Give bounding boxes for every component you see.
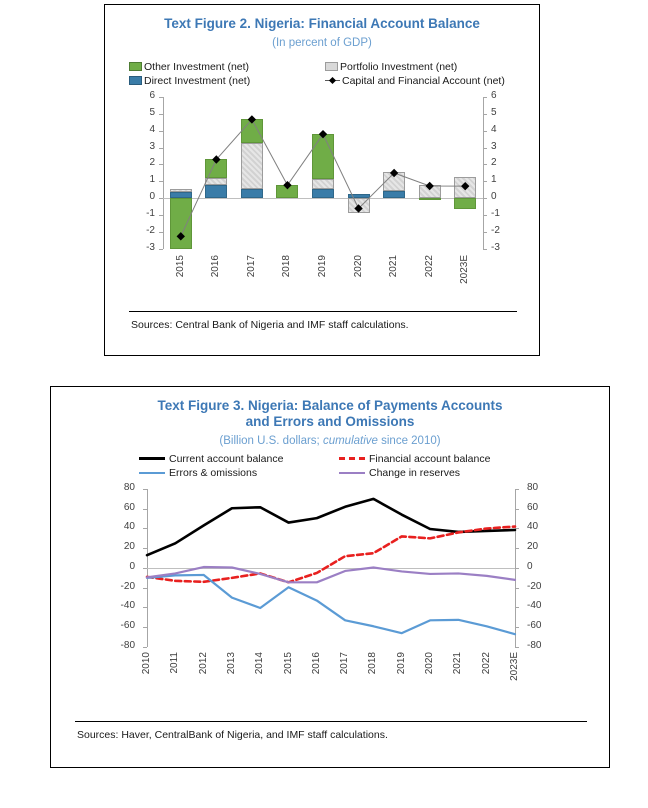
figure3-line-series — [51, 483, 611, 693]
y-tick-label-left: -60 — [120, 620, 135, 632]
y-tick-label-right: 3 — [491, 140, 497, 152]
y-tick-label-right: -80 — [527, 639, 542, 651]
x-tick-label: 2021 — [388, 254, 400, 278]
figure2-legend — [129, 61, 521, 89]
y-tick-label-left: 80 — [123, 481, 135, 493]
y-tick-label-right: -3 — [491, 241, 500, 253]
x-tick-label: 2023E — [509, 651, 520, 681]
figure3-legend — [139, 453, 539, 481]
x-tick-label: 2018 — [367, 651, 379, 675]
gray-swatch-icon — [325, 62, 338, 71]
figure3-source: Sources: Haver, CentralBank of Nigeria, and IMF staff calculations. — [77, 729, 388, 741]
legend-label: Change in reserves — [369, 466, 461, 479]
y-tick-label-left: -80 — [120, 639, 135, 651]
green-swatch-icon — [129, 62, 142, 71]
text-figure-2 — [104, 4, 540, 356]
y-tick-label-left: 2 — [149, 157, 155, 169]
line-marker-diamond — [319, 130, 327, 138]
y-tick-label-right: -20 — [527, 580, 542, 592]
figure3-title-line2: and Errors and Omissions — [245, 413, 415, 429]
x-tick-label: 2021 — [452, 651, 464, 675]
y-tick-label-right: 0 — [491, 191, 497, 203]
capital-financial-account-line — [105, 93, 541, 265]
figure3-title-line1: Text Figure 3. Nigeria: Balance of Payments Accounts — [157, 398, 503, 413]
legend-label: Errors & omissions — [169, 466, 258, 479]
line-marker-diamond — [177, 232, 185, 240]
figure2-title: Text Figure 2. Nigeria: Financial Account Balance — [164, 16, 480, 31]
y-tick-label-left: -3 — [146, 241, 155, 253]
legend-item-direct-investment[interactable] — [129, 75, 325, 87]
y-tick-label-right: -60 — [527, 620, 542, 632]
black-line-icon — [139, 457, 165, 460]
y-tick-label-right: 60 — [527, 501, 539, 513]
line-marker-diamond — [283, 181, 291, 189]
figure2-plot-area — [105, 89, 539, 284]
figure3-source-divider — [75, 721, 587, 722]
y-tick-label-right: 20 — [527, 541, 539, 553]
legend-item-financial-account-balance[interactable] — [339, 453, 539, 465]
subtitle-post: since 2010) — [377, 434, 441, 447]
x-tick-label: 2013 — [225, 651, 237, 675]
red-dashed-line-icon — [339, 457, 365, 460]
y-tick-label-left: 0 — [129, 560, 135, 572]
x-tick-label: 2019 — [395, 651, 407, 675]
figure2-subtitle: (In percent of GDP) — [272, 36, 372, 49]
blue-line-icon — [139, 472, 165, 474]
legend-label: Capital and Financial Account (net) — [342, 74, 505, 87]
x-tick-label: 2017 — [245, 254, 257, 278]
y-tick-label-left: -2 — [146, 225, 155, 237]
line-marker-diamond — [425, 182, 433, 190]
figure3-plot-area — [51, 483, 609, 693]
y-tick-label-right: -40 — [527, 600, 542, 612]
y-tick-label-right: 2 — [491, 157, 497, 169]
x-tick-label: 2011 — [169, 651, 181, 674]
y-tick-label-left: 5 — [149, 106, 155, 118]
y-tick-label-right: -1 — [491, 208, 500, 220]
x-tick-label: 2014 — [254, 651, 266, 675]
x-tick-label: 2022 — [480, 651, 492, 675]
y-tick-label-left: -20 — [120, 580, 135, 592]
x-tick-label: 2017 — [339, 651, 351, 675]
y-tick-label-left: -1 — [146, 208, 155, 220]
diamond-marker-icon — [325, 76, 340, 85]
x-tick-label: 2023E — [459, 254, 471, 284]
y-tick-label-left: 0 — [149, 191, 155, 203]
x-tick-label: 2016 — [310, 651, 322, 675]
x-tick-label: 2019 — [317, 254, 328, 278]
legend-label: Portfolio Investment (net) — [340, 60, 458, 73]
y-tick-label-right: 5 — [491, 106, 497, 118]
y-tick-label-left: 60 — [123, 501, 135, 513]
x-tick-label: 2010 — [141, 651, 152, 675]
blue-swatch-icon — [129, 76, 142, 85]
purple-line-icon — [339, 472, 365, 474]
y-tick-label-left: 3 — [149, 140, 155, 152]
text-figure-3 — [50, 386, 610, 768]
y-tick-label-left: -40 — [120, 600, 135, 612]
legend-item-change-in-reserves[interactable] — [339, 467, 539, 479]
y-tick-label-left: 4 — [149, 123, 155, 135]
x-tick-label: 2016 — [210, 254, 222, 278]
legend-label: Financial account balance — [369, 452, 491, 465]
line-errors-omissions — [147, 575, 515, 634]
figure2-source: Sources: Central Bank of Nigeria and IMF staff calculations. — [131, 319, 409, 331]
x-tick-label: 2022 — [423, 254, 435, 278]
x-tick-label: 2018 — [281, 254, 293, 278]
subtitle-emphasis: cumulative — [322, 434, 378, 447]
figure3-title — [65, 398, 595, 430]
y-tick-label-right: 40 — [527, 521, 539, 533]
line-current-account-balance — [147, 499, 515, 555]
figure2-source-divider — [129, 311, 517, 312]
legend-item-errors-omissions[interactable] — [139, 467, 339, 479]
y-tick-label-right: 1 — [491, 174, 497, 186]
legend-item-current-account-balance[interactable] — [139, 453, 339, 465]
legend-item-portfolio-investment[interactable] — [325, 61, 521, 73]
legend-label: Other Investment (net) — [144, 60, 250, 73]
y-tick-label-right: 0 — [527, 560, 533, 572]
y-tick-label-right: 4 — [491, 123, 497, 135]
y-tick-label-right: 6 — [491, 89, 497, 101]
subtitle-pre: (Billion U.S. dollars; — [219, 434, 323, 447]
figure3-subtitle — [51, 435, 609, 447]
x-tick-label: 2012 — [197, 651, 209, 675]
legend-label: Direct Investment (net) — [144, 74, 251, 87]
y-tick-label-left: 20 — [123, 541, 135, 553]
y-tick-label-left: 40 — [123, 521, 135, 533]
legend-item-other-investment[interactable] — [129, 61, 325, 73]
y-tick-label-right: 80 — [527, 481, 539, 493]
line-marker-diamond — [461, 182, 469, 190]
y-tick-label-left: 1 — [149, 174, 155, 186]
y-tick-label-right: -2 — [491, 225, 500, 237]
legend-item-capital-financial-account[interactable] — [325, 75, 521, 87]
x-tick-label: 2020 — [424, 651, 436, 675]
x-tick-label: 2015 — [282, 651, 294, 675]
x-tick-label: 2020 — [352, 254, 364, 278]
y-tick-label-left: 6 — [149, 89, 155, 101]
x-tick-label: 2015 — [174, 254, 186, 278]
legend-label: Current account balance — [169, 452, 284, 465]
